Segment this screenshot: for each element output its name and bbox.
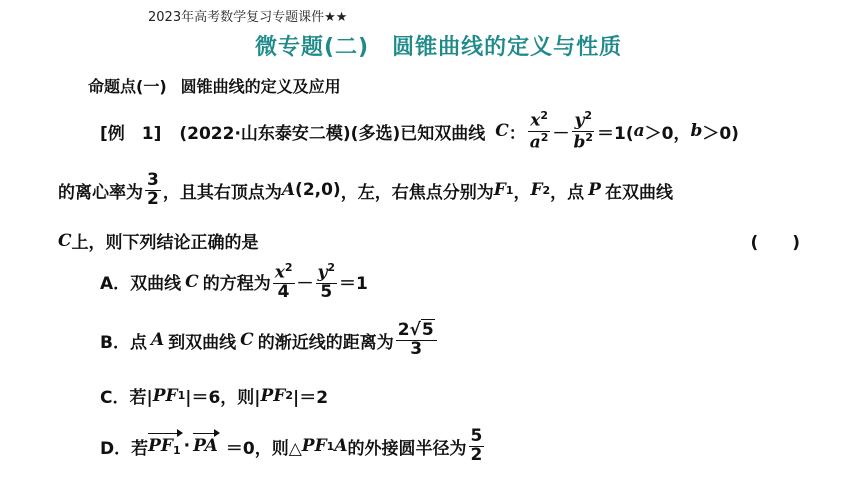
vector-pf1: $PF_1$ (148, 435, 181, 457)
equation-x-term: $\frac{x^2}{a^2}$ (529, 109, 549, 153)
option-d: D． 若 $PF_1$ · PA ＝0，则△ P F 1 A 的外接圆半径为 $\frac{5}{2}$ (100, 426, 483, 465)
example-line-1: [例 1] (2022·山东泰安二模)(多选) 已知双曲线 C ： $\frac{x^2}{a^2}$ － $\frac{y^2}{b^2}$ ＝1( a ＞0， b ＞0) (100, 109, 739, 153)
section-text: 圆锥曲线的定义及应用 (180, 77, 341, 96)
example-line-3: C 上，则下列结论正确的是 ( ) (58, 228, 800, 253)
example-line-2: 的离心率为 $\frac{3}{2}$ ，且其右顶点为 A (2,0) ，左，右焦点分别为 F 1 ， F 2 ，点 P 在双曲线 (58, 170, 673, 209)
option-a-x-term: $\frac{x^2}{4}$ (274, 261, 293, 302)
section-heading (88, 74, 341, 97)
vector-pa: PA (193, 436, 218, 457)
answer-bracket: ( ) (750, 233, 800, 253)
option-a-y-term: $\frac{y^2}{5}$ (317, 261, 336, 302)
option-c: C． 若| P F 1 |＝6，则| P F 2 |＝2 (100, 385, 329, 408)
section-label: 命题点(一) (88, 77, 167, 96)
option-b: B． 点 A 到双曲线 C 的渐近线的距离为 $\frac{2√5}{3}$ (100, 322, 439, 359)
example-tag: [例 1] (100, 123, 162, 144)
option-d-radius-fraction: $\frac{5}{2}$ (470, 426, 483, 465)
option-b-distance-fraction: $\frac{2√5}{3}$ (396, 322, 437, 359)
equation-y-term: $\frac{y^2}{b^2}$ (573, 109, 593, 153)
page-title: 微专题(二) 圆锥曲线的定义与性质 (255, 35, 623, 60)
course-header: 2023年高考数学复习专题课件★★ (148, 10, 348, 25)
option-a: A． 双曲线 C 的方程为 $\frac{x^2}{4}$ － $\frac{y^2}{5}$ ＝1 (100, 261, 368, 302)
example-source: (2022·山东泰安二模)(多选) (179, 123, 401, 144)
eccentricity-fraction: $\frac{3}{2}$ (147, 170, 159, 209)
